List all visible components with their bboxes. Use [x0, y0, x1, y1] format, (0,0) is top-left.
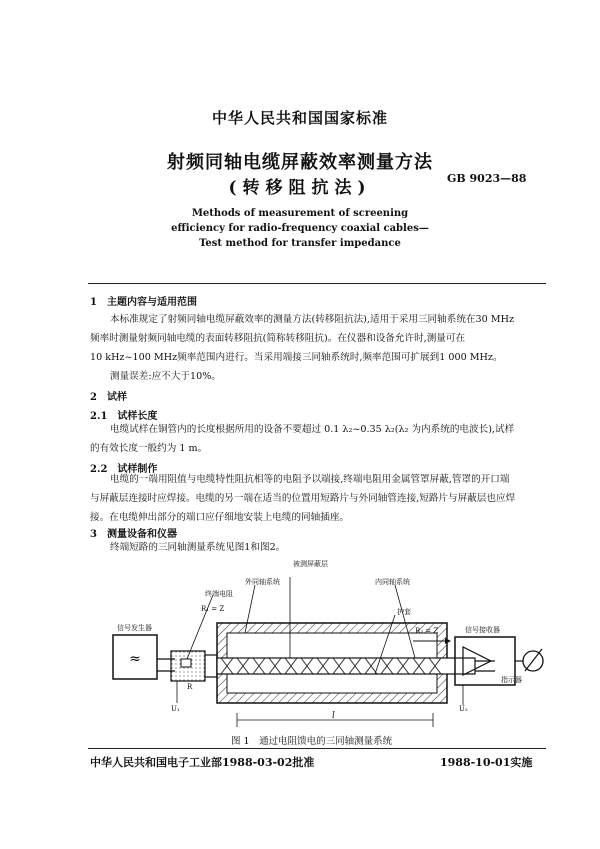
label-r1: R₁ = Z — [201, 605, 225, 613]
label-signal-receiver: 信号接收器 — [465, 626, 500, 634]
figure-1 — [95, 555, 555, 745]
label-inner-system: 内同轴系统 — [375, 578, 410, 586]
label-u2: U₂ — [459, 705, 468, 713]
section-2-2-paragraph — [90, 470, 550, 527]
standard-code: GB 9023—88 — [447, 172, 527, 185]
wave-symbol: ≈ — [129, 651, 141, 667]
figure-caption: 图 1 通过电阻馈电的三同轴测量系统 — [231, 736, 393, 747]
section-1-heading: 1 主题内容与适用范围 — [90, 297, 197, 308]
text-line: 本标准规定了射频同轴电缆屏蔽效率的测量方法(转移阻抗法),适用于采用三同轴系统在30 MHz — [110, 314, 515, 325]
document-title: 射频同轴电缆屏蔽效率测量方法 — [167, 152, 433, 173]
termination-resistor — [181, 659, 191, 667]
label-screen: 被测屏蔽层 — [293, 560, 328, 568]
implementation-date: 1988-10-01实施 — [440, 756, 533, 769]
cable-under-test — [217, 658, 475, 674]
label-r2: R₂ = Z — [415, 627, 439, 635]
document-subtitle: (转移阻抗法) — [228, 178, 372, 198]
label-u1: U₁ — [171, 705, 180, 713]
text-line: 电缆的一端用阻值与电缆特性阻抗相等的电阻予以端接,终端电阻用金属管罩屏蔽,管罩的开口端 — [110, 474, 510, 485]
text-line: 测量误差:应不大于10%。 — [110, 371, 221, 382]
text-line: 10 kHz~100 MHz频率范围内进行。当采用端接三同轴系统时,频率范围可扩展到1 000 MHz。 — [90, 352, 503, 363]
text-line: 电缆试样在铜管内的长度根据所用的设备不要超过 0.1 λ₂~0.35 λ₂(λ₂ 为内系统的电波长),试样 — [110, 424, 515, 435]
text-line: 的有效长度一般约为 1 m。 — [90, 443, 208, 454]
text-line: 频率时测量射频同轴电缆的表面转移阻抗(简称转移阻抗)。在仪器和设备允许时,测量可在 — [90, 333, 466, 344]
standard-header: 中华人民共和国国家标准 — [211, 109, 388, 127]
header-divider — [88, 283, 546, 284]
section-3-heading: 3 测量设备和仪器 — [90, 529, 177, 540]
label-signal-generator: 信号发生器 — [117, 624, 152, 632]
label-indicator: 指示器 — [501, 676, 522, 684]
label-resistor: R — [187, 683, 193, 691]
section-2-2-heading: 2.2 试样制作 — [90, 464, 158, 475]
figure-1-diagram — [95, 555, 555, 745]
section-1-paragraph — [90, 310, 550, 386]
english-title-line: efficiency for radio-frequency coaxial cables— — [171, 223, 429, 234]
label-termination-resistor: 终端电阻 — [205, 590, 233, 598]
label-length: l — [332, 711, 335, 721]
english-title-line: Test method for transfer impedance — [199, 238, 401, 249]
section-2-heading: 2 试样 — [90, 392, 127, 403]
label-outer-system: 外同轴系统 — [245, 578, 280, 586]
section-3-paragraph: 终端短路的三同轴测量系统见图1和图2。 — [110, 542, 286, 553]
text-line: 与屏蔽层连接时应焊接。电缆的另一端在适当的位置用短路片与外同轴管连接,短路片与屏蔽层也应焊 — [90, 493, 516, 504]
section-2-1-heading: 2.1 试样长度 — [90, 411, 158, 422]
english-title-line: Methods of measurement of screening — [191, 208, 409, 219]
section-2-1-paragraph — [90, 420, 550, 458]
text-line: 接。在电缆伸出部分的端口应仔细地安装上电缆的同轴插座。 — [90, 512, 350, 523]
approval-date: 中华人民共和国电子工业部1988-03-02批准 — [90, 756, 315, 769]
footer-divider — [88, 748, 546, 749]
label-sheath: 护套 — [397, 608, 411, 616]
